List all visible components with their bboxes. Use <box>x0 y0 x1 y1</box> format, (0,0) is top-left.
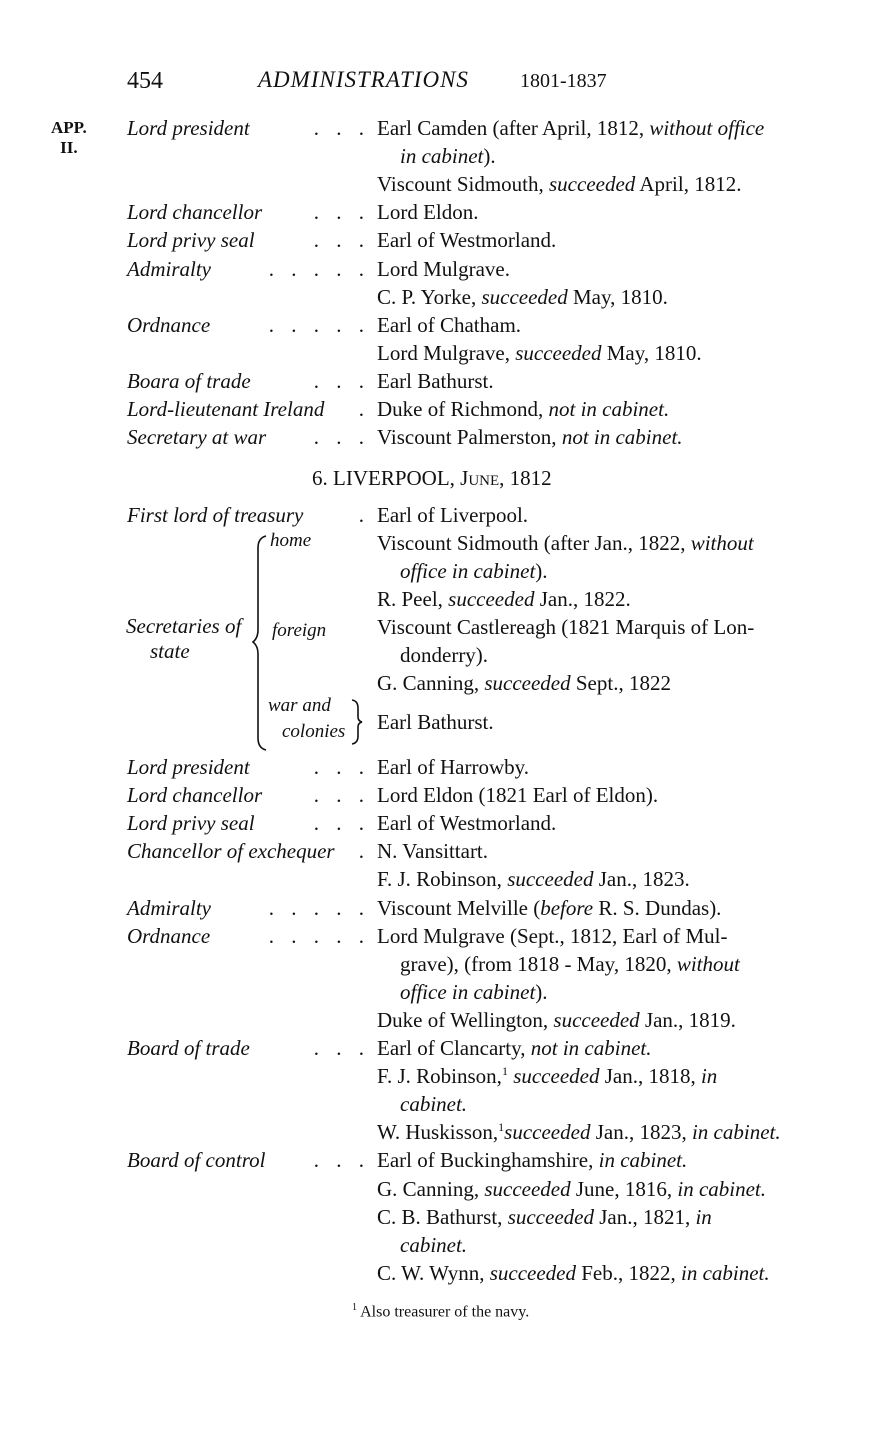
secretaries-label-state: state <box>150 639 190 663</box>
entry-line <box>400 144 496 169</box>
entry-text: before <box>540 895 594 920</box>
entry-line <box>377 1120 781 1145</box>
entry-line <box>400 1092 467 1117</box>
entry-text: Jan., 1823, <box>590 1120 692 1145</box>
entry-text: Duke of Richmond, <box>377 397 549 421</box>
entry-text: succeeded <box>549 172 636 197</box>
appendix-number: II. <box>60 138 78 157</box>
entry-text: N. Vansittart. <box>377 839 489 864</box>
sec-colonies-label: colonies <box>282 721 346 742</box>
entry-text: without office <box>649 116 765 140</box>
entry-text: Jan., 1821, <box>593 1204 696 1229</box>
office-title: Lord chancellor <box>127 200 263 225</box>
entry-text: succeeded <box>484 671 571 696</box>
entry-text: succeeded <box>504 1120 591 1145</box>
entry-text: office in cabinet <box>400 979 536 1004</box>
entry-line <box>400 1233 467 1258</box>
entry-text: succeeded <box>507 867 594 892</box>
footnote-ref: 1 <box>498 1120 505 1135</box>
entry-text: Jan., 1818, <box>599 1064 701 1089</box>
entry-text: succeeded <box>553 1007 640 1032</box>
section-month: June, <box>460 466 505 490</box>
running-title: ADMINISTRATIONS <box>258 67 469 92</box>
leader-dots: . . . <box>313 228 370 253</box>
entry-text: cabinet. <box>400 1232 468 1257</box>
right-brace-icon <box>352 700 362 744</box>
entry-text: in cabinet. <box>691 1120 781 1145</box>
entry-text: in cabinet <box>400 144 484 169</box>
entry-text: without <box>676 951 740 976</box>
sec-home-label: home <box>270 530 312 551</box>
leader-dots: . . . <box>313 783 370 808</box>
entry-text: succeeded <box>448 587 535 612</box>
section-year: 1812 <box>509 466 552 490</box>
entry-text: not in cabinet. <box>530 1036 652 1060</box>
secretaries-label: Secretaries of <box>126 614 242 638</box>
entry-line <box>377 257 510 282</box>
leader-dots: . . . . . <box>268 895 370 920</box>
entry-line <box>377 1177 766 1202</box>
entry-text: succeeded <box>513 1064 600 1089</box>
entry-text: May, 1810. <box>601 340 702 365</box>
leader-dots: . . . <box>313 368 370 393</box>
entry-line <box>377 369 494 394</box>
entry-text: in <box>695 1204 712 1229</box>
entry-line <box>377 1148 687 1173</box>
leader-dots: . . . <box>313 1148 370 1173</box>
entry-line <box>377 397 669 422</box>
appendix-label: APP. <box>51 118 87 137</box>
entry-text: not in cabinet. <box>561 425 683 450</box>
office-title: Lord chancellor <box>127 783 263 808</box>
footnote <box>352 1302 529 1321</box>
office-title: First lord of treasury <box>127 503 304 527</box>
sec-foreign-label: foreign <box>272 620 327 641</box>
secretaries-brace <box>252 534 268 752</box>
section-number: 6. <box>312 466 328 490</box>
sec-war-label: war and <box>268 695 331 716</box>
entry-text: F. J. Robinson, <box>377 1064 502 1089</box>
entry-text: in cabinet. <box>598 1148 688 1173</box>
entry-text: Earl of Clancarty, <box>377 1036 531 1060</box>
leader-dots: . . . <box>313 200 370 225</box>
entry-text: without <box>690 531 754 555</box>
entry-text: Earl of Westmorland. <box>377 811 557 836</box>
entry-line <box>377 811 556 836</box>
entry-text: in cabinet. <box>677 1176 767 1201</box>
entry-line <box>377 116 764 141</box>
entry-text: Earl of Chatham. <box>377 312 522 337</box>
entry-text: donderry). <box>400 643 489 668</box>
entry-line <box>377 1261 770 1286</box>
entry-text: Jan., 1822. <box>534 587 631 612</box>
entry-line <box>377 783 658 808</box>
entry-text: Lord Mulgrave. <box>377 256 510 281</box>
entry-line <box>377 503 528 528</box>
entry-line <box>377 200 478 225</box>
entry-text: cabinet. <box>400 1092 468 1117</box>
office-title: Lord privy seal <box>127 811 255 836</box>
entry-text: not in cabinet. <box>548 397 670 421</box>
entry-line <box>377 1036 651 1061</box>
leader-dots: . <box>358 839 370 864</box>
entry-text: office in cabinet <box>400 559 536 584</box>
entry-line <box>400 952 740 977</box>
leader-dots: . . . <box>313 755 370 779</box>
entry-line <box>400 559 548 584</box>
entry-text: Earl of Buckinghamshire, <box>377 1148 599 1173</box>
entry-line <box>377 615 754 640</box>
office-title: Lord president <box>127 755 250 779</box>
entry-text: R. Peel, <box>377 587 449 612</box>
office-title: Admiralty <box>127 895 211 920</box>
entry-line <box>377 755 529 780</box>
entry-text: Jan., 1819. <box>639 1007 736 1032</box>
office-title: Boara of trade <box>127 368 251 393</box>
entry-line <box>377 587 631 612</box>
entry-line <box>377 1064 717 1089</box>
section-name: LIVERPOOL, <box>333 466 455 490</box>
entry-text: ). <box>483 144 496 169</box>
entry-text: G. Canning, <box>377 1176 485 1201</box>
section-heading <box>312 466 552 491</box>
entry-text: Viscount Sidmouth (after Jan., 1822, <box>377 531 691 555</box>
entry-text: ). <box>535 979 548 1004</box>
entry-text: G. Canning, <box>377 671 485 696</box>
entry-text: succeeded <box>515 340 602 365</box>
entry-text: April, 1812. <box>635 172 742 197</box>
leader-dots: . <box>358 503 370 527</box>
entry-text: C. B. Bathurst, <box>377 1204 508 1229</box>
left-brace-icon <box>253 536 266 750</box>
entry-text: May, 1810. <box>567 284 668 309</box>
entry-text: grave), (from 1818 - May, 1820, <box>400 951 677 976</box>
entry-line <box>377 313 521 338</box>
running-years: 1801-1837 <box>520 70 607 92</box>
entry-line <box>377 285 668 310</box>
entry-line <box>377 1205 712 1230</box>
leader-dots: . . . <box>313 425 370 450</box>
office-title: Ordnance <box>127 923 211 948</box>
office-title: Lord privy seal <box>127 228 255 253</box>
entry-text: Lord Eldon. <box>377 200 479 225</box>
entry-line <box>377 839 488 864</box>
entry-line <box>377 341 702 366</box>
entry-line <box>377 1008 736 1033</box>
leader-dots: . <box>358 397 370 421</box>
entry-line <box>377 671 671 696</box>
entry-text: Lord Mulgrave, <box>377 340 516 365</box>
entry-line <box>377 228 556 253</box>
entry-text: R. S. Dundas). <box>593 895 722 920</box>
entry-text: ). <box>535 559 548 584</box>
page-number: 454 <box>127 68 163 94</box>
entry-line <box>377 531 754 556</box>
footnote-marker: 1 <box>352 1302 357 1313</box>
office-title: Board of control <box>127 1148 266 1173</box>
entry-text: Lord Mulgrave (Sept., 1812, Earl of Mul- <box>377 923 728 948</box>
entry-line <box>377 924 728 949</box>
entry-text: Earl of Liverpool. <box>377 503 529 527</box>
entry-text: June, 1816, <box>570 1176 678 1201</box>
entry-text: succeeded <box>489 1260 576 1285</box>
entry-text: W. Huskisson, <box>377 1120 499 1145</box>
entry-text: Duke of Wellington, <box>377 1007 554 1032</box>
entry-text: in <box>700 1064 718 1089</box>
entry-text: Viscount Palmerston, <box>377 425 562 450</box>
entry-text: Earl Bathurst. <box>377 710 494 734</box>
entry-text: succeeded <box>507 1204 594 1229</box>
entry-text: succeeded <box>481 284 568 309</box>
entry-text: Sept., 1822 <box>570 671 671 696</box>
entry-text: Jan., 1823. <box>593 867 690 892</box>
entry-text: Earl Camden (after April, 1812, <box>377 116 650 140</box>
leader-dots: . . . <box>313 116 370 140</box>
leader-dots: . . . . . <box>268 256 370 281</box>
entry-text: Viscount Sidmouth, <box>377 172 549 197</box>
leader-dots: . . . <box>313 811 370 836</box>
office-title: Admiralty <box>127 256 211 281</box>
entry-text: Earl Bathurst. <box>377 368 494 393</box>
war-colonies-brace <box>350 698 364 746</box>
entry-text: Viscount Castlereagh (1821 Marquis of Lon- <box>377 615 755 639</box>
entry-text: in cabinet. <box>680 1260 770 1285</box>
entry-text: C. W. Wynn, <box>377 1260 490 1285</box>
entry-line <box>377 172 741 197</box>
entry-text: Feb., 1822, <box>575 1260 681 1285</box>
entry-text: Earl of Westmorland. <box>377 228 557 253</box>
leader-dots: . . . . . <box>268 312 370 337</box>
leader-dots: . . . . . <box>268 923 370 948</box>
appendix-marker <box>51 118 87 158</box>
entry-line <box>377 425 683 450</box>
office-title: Lord-lieutenant Ireland <box>127 397 325 421</box>
leader-dots: . . . <box>313 1036 370 1060</box>
entry-text: C. P. Yorke, <box>377 284 482 309</box>
entry-line <box>377 896 721 921</box>
entry-line <box>377 710 494 735</box>
entry-line <box>400 643 488 668</box>
office-title: Lord president <box>127 116 250 140</box>
entry-text: succeeded <box>484 1176 571 1201</box>
footnote-ref: 1 <box>501 1064 508 1079</box>
entry-text: Lord Eldon (1821 Earl of Eldon). <box>377 783 659 808</box>
office-title: Ordnance <box>127 312 211 337</box>
entry-text: Earl of Harrowby. <box>377 755 529 779</box>
entry-text: Viscount Melville ( <box>377 895 541 920</box>
office-title: Board of trade <box>127 1036 250 1060</box>
footnote-text: Also treasurer of the navy. <box>357 1303 530 1321</box>
entry-line <box>400 980 548 1005</box>
entry-line <box>377 867 690 892</box>
office-title: Secretary at war <box>127 425 267 450</box>
entry-text: F. J. Robinson, <box>377 867 508 892</box>
office-title: Chancellor of exchequer <box>127 839 335 864</box>
